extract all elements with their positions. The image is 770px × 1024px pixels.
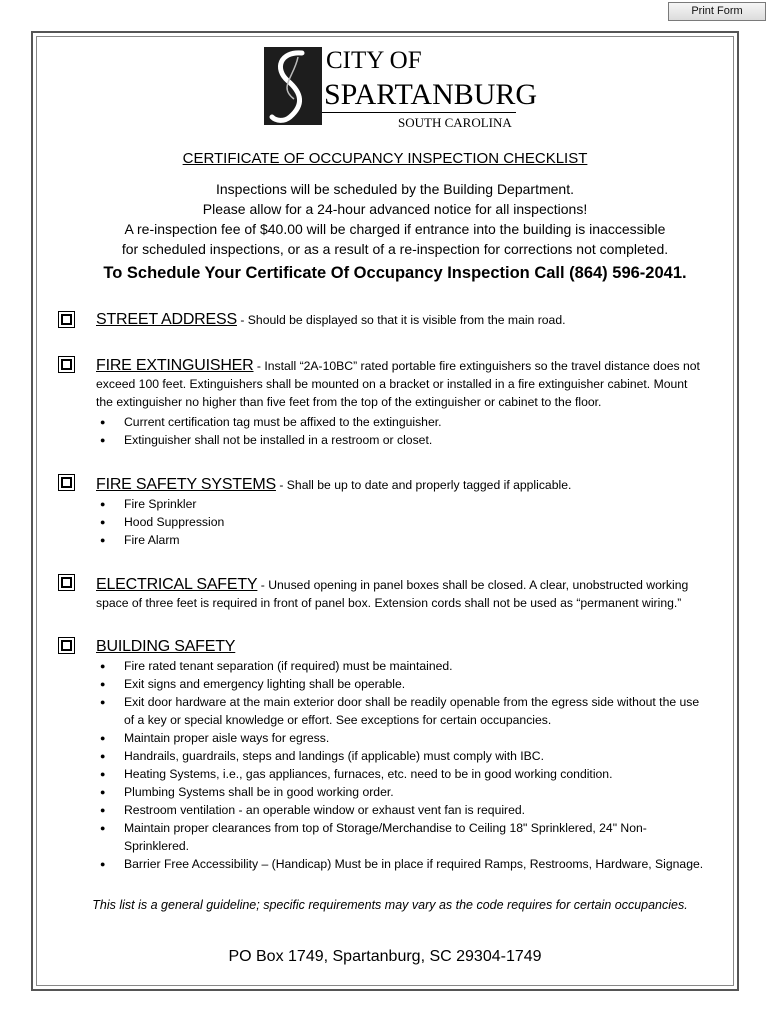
- mailing-address: PO Box 1749, Spartanburg, SC 29304-1749: [228, 948, 542, 965]
- list-item: ● Handrails, guardrails, steps and landings (if applicable) must comply with IBC.: [100, 747, 740, 765]
- city-logo-mark: [264, 47, 322, 125]
- list-item: ● Hood Suppression: [100, 513, 740, 531]
- list-item: ● Fire Sprinkler: [100, 495, 740, 513]
- checkbox-fire-safety-systems[interactable]: [58, 474, 75, 491]
- list-item: ● Extinguisher shall not be installed in a restroom or closet.: [100, 431, 740, 449]
- fire-extinguisher-text-3: the extinguisher no higher than five feet from the top of the extinguisher or cabinet to the floor.: [96, 395, 602, 409]
- list-item: ● Restroom ventilation - an operable window or exhaust vent fan is required.: [100, 801, 740, 819]
- list-item: ● Barrier Free Accessibility – (Handicap) Must be in place if required Ramps, Restrooms, Hardware, Signage.: [100, 855, 740, 873]
- heading-street-address: STREET ADDRESS: [96, 311, 237, 328]
- section-electrical-safety: [96, 576, 736, 612]
- list-item: ● Current certification tag must be affixed to the extinguisher.: [100, 413, 740, 431]
- list-item-continuation: of a key or special knowledge or effort. See exceptions for certain occupancies.: [124, 713, 552, 727]
- section-building-safety: [96, 638, 736, 656]
- schedule-phone-line: To Schedule Your Certificate Of Occupancy Inspection Call (864) 596-2041.: [103, 264, 687, 282]
- section-street-address: [96, 311, 736, 329]
- street-address-text: - Should be displayed so that it is visible from the main road.: [236, 313, 566, 327]
- section-fire-safety-systems: [96, 476, 736, 494]
- heading-fire-safety-systems: FIRE SAFETY SYSTEMS: [96, 476, 276, 493]
- intro-line-2: Please allow for a 24-hour advanced notice for all inspections!: [202, 201, 588, 217]
- heading-building-safety: BUILDING SAFETY: [96, 638, 236, 655]
- logo-text-south-carolina: SOUTH CAROLINA: [398, 115, 512, 130]
- fire-extinguisher-text-2: exceed 100 feet. Extinguishers shall be mounted on a bracket or installed in a fire extinguisher cabinet. Mount: [96, 377, 688, 391]
- intro-line-3: A re-inspection fee of $40.00 will be charged if entrance into the building is inaccessible: [124, 221, 666, 237]
- electrical-safety-text-1: - Unused opening in panel boxes shall be closed. A clear, unobstructed working: [257, 578, 689, 592]
- checkbox-electrical-safety[interactable]: [58, 574, 75, 591]
- list-item: ● Heating Systems, i.e., gas appliances, furnaces, etc. need to be in good working condition.: [100, 765, 740, 783]
- logo-text-spartanburg: SPARTANBURG: [324, 78, 538, 111]
- list-item-continuation: Sprinklered.: [124, 839, 190, 853]
- checkbox-street-address[interactable]: [58, 311, 75, 328]
- list-item: ● Maintain proper aisle ways for egress.: [100, 729, 740, 747]
- list-item: ● Fire rated tenant separation (if required) must be maintained.: [100, 657, 740, 675]
- fire-safety-systems-text: - Shall be up to date and properly tagged if applicable.: [275, 478, 572, 492]
- print-form-button[interactable]: Print Form: [668, 2, 766, 21]
- heading-fire-extinguisher: FIRE EXTINGUISHER: [96, 357, 254, 374]
- intro-line-4: for scheduled inspections, or as a result of a re-inspection for corrections not completed.: [121, 241, 669, 257]
- intro-line-1: Inspections will be scheduled by the Building Department.: [216, 181, 574, 197]
- checkbox-building-safety[interactable]: [58, 637, 75, 654]
- checkbox-fire-extinguisher[interactable]: [58, 356, 75, 373]
- list-item: ● Exit signs and emergency lighting shall be operable.: [100, 675, 740, 693]
- building-safety-bullets: [100, 657, 740, 873]
- document-title: CERTIFICATE OF OCCUPANCY INSPECTION CHECKLIST: [182, 150, 588, 167]
- logo-text-city-of: CITY OF: [326, 47, 422, 74]
- electrical-safety-text-2: space of three feet is required in front of panel box. Extension cords shall not be used as “permanent wiring.”: [96, 596, 682, 610]
- list-item: ● Plumbing Systems shall be in good working order.: [100, 783, 740, 801]
- list-item: ● Maintain proper clearances from top of Storage/Merchandise to Ceiling 18" Sprinklered, 24" Non-: [100, 819, 740, 837]
- fire-safety-systems-bullets: [100, 495, 740, 549]
- heading-electrical-safety: ELECTRICAL SAFETY: [96, 576, 258, 593]
- guideline-note: This list is a general guideline; specific requirements may vary as the code requires for certain occupancies.: [92, 898, 688, 912]
- list-item: ● Exit door hardware at the main exterior door shall be readily openable from the egress side without the use: [100, 693, 740, 711]
- list-item: ● Fire Alarm: [100, 531, 740, 549]
- section-fire-extinguisher: [96, 357, 736, 411]
- fire-extinguisher-text-1: - Install “2A-10BC” rated portable fire extinguishers so the travel distance does not: [253, 359, 700, 373]
- fire-extinguisher-bullets: [100, 413, 740, 449]
- logo-divider: [322, 112, 516, 113]
